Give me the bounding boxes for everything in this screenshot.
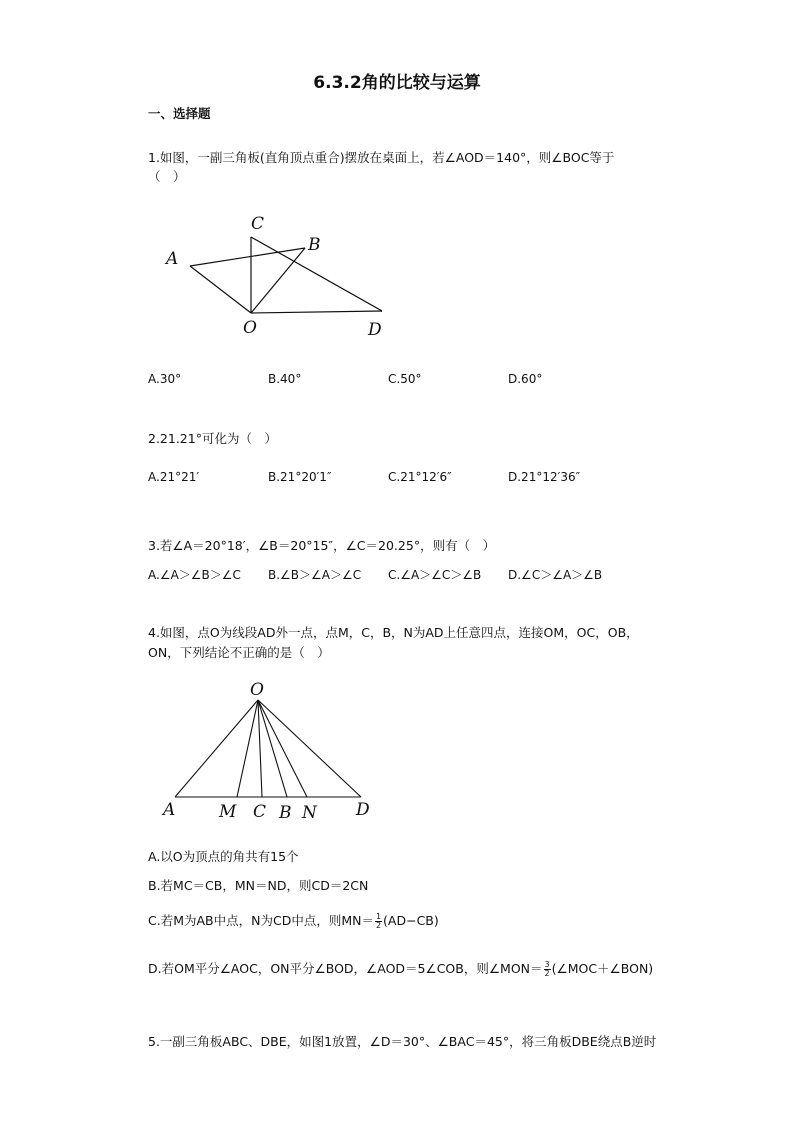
q4-option-c-suffix: (AD−CB) xyxy=(383,913,439,928)
q1-option-b[interactable]: B.40° xyxy=(268,372,302,386)
q1-stem-line1: 1.如图，一副三角板(直角顶点重合)摆放在桌面上，若∠AOD＝140°，则∠BOC等于 xyxy=(148,150,615,165)
q1-label-o: O xyxy=(243,318,257,338)
q4-option-d-denominator: 2 xyxy=(544,969,550,978)
q2-option-a[interactable]: A.21°21′ xyxy=(148,470,200,484)
q4-label-n: N xyxy=(302,803,317,823)
q4-option-a[interactable]: A.以O为顶点的角共有15个 xyxy=(148,849,299,864)
q4-label-m: M xyxy=(219,802,237,822)
q2-option-d[interactable]: D.21°12′36″ xyxy=(508,470,581,484)
q4-option-c-denominator: 2 xyxy=(375,921,382,930)
q3-stem: 3.若∠A＝20°18′，∠B＝20°15″，∠C＝20.25°，则有（ ） xyxy=(148,538,496,553)
q4-stem-line2: ON，下列结论不正确的是（ ） xyxy=(148,645,330,660)
q4-option-d[interactable] xyxy=(148,958,653,980)
q3-option-d[interactable]: D.∠C＞∠A＞∠B xyxy=(508,568,603,582)
q1-label-b: B xyxy=(308,235,321,255)
q1-option-c[interactable]: C.50° xyxy=(388,372,422,386)
q1-option-a[interactable]: A.30° xyxy=(148,372,182,386)
q4-option-d-fraction xyxy=(544,961,551,978)
q4-option-c[interactable] xyxy=(148,910,439,932)
q2-option-c[interactable]: C.21°12′6″ xyxy=(388,470,452,484)
q4-option-b[interactable]: B.若MC＝CB，MN＝ND，则CD＝2CN xyxy=(148,878,369,893)
q1-line-ab xyxy=(190,248,305,266)
q4-stem-line1: 4.如图，点O为线段AD外一点，点M，C，B，N为AD上任意四点，连接OM，OC，OB， xyxy=(148,625,639,640)
q4-figure xyxy=(155,675,385,830)
q4-label-o: O xyxy=(250,680,264,700)
q4-label-d: D xyxy=(356,800,370,820)
q4-line-oa xyxy=(175,700,258,797)
q1-stem-line2: （ ） xyxy=(148,169,186,184)
q3-option-b[interactable]: B.∠B＞∠A＞∠C xyxy=(268,568,362,582)
q3-option-a[interactable]: A.∠A＞∠B＞∠C xyxy=(148,568,241,582)
section-heading: 一、选择题 xyxy=(148,106,211,121)
q4-line-od xyxy=(258,700,361,797)
q1-label-d: D xyxy=(368,320,382,340)
q4-option-c-prefix: C.若M为AB中点，N为CD中点，则MN＝ xyxy=(148,913,374,928)
q4-option-c-numerator: 1 xyxy=(375,912,382,921)
q4-line-om xyxy=(237,700,258,797)
q4-option-d-prefix: D.若OM平分∠AOC，ON平分∠BOD，∠AOD＝5∠COB，则∠MON＝ xyxy=(148,961,543,976)
q4-option-c-fraction xyxy=(375,913,382,930)
q4-line-oc xyxy=(258,700,262,797)
q5-stem-line1: 5.一副三角板ABC、DBE，如图1放置，∠D＝30°、∠BAC＝45°，将三角板DBE绕点B逆时 xyxy=(148,1034,657,1049)
q2-stem: 2.21.21°可化为（ ） xyxy=(148,431,277,446)
q1-line-od xyxy=(251,311,382,313)
q4-option-d-numerator: 3 xyxy=(544,960,550,969)
q1-line-ob xyxy=(251,248,305,313)
q4-label-a: A xyxy=(163,800,176,820)
q4-label-c: C xyxy=(253,802,267,822)
q1-option-d[interactable]: D.60° xyxy=(508,372,543,386)
q1-figure xyxy=(155,205,400,345)
page-title: 6.3.2角的比较与运算 xyxy=(313,73,481,93)
q4-label-b: B xyxy=(279,803,292,823)
q4-option-d-suffix: (∠MOC＋∠BON) xyxy=(551,961,654,976)
q1-label-c: C xyxy=(251,214,265,234)
q3-option-c[interactable]: C.∠A＞∠C＞∠B xyxy=(388,568,482,582)
q1-label-a: A xyxy=(166,249,179,269)
q2-option-b[interactable]: B.21°20′1″ xyxy=(268,470,332,484)
q1-line-ao xyxy=(190,266,251,313)
